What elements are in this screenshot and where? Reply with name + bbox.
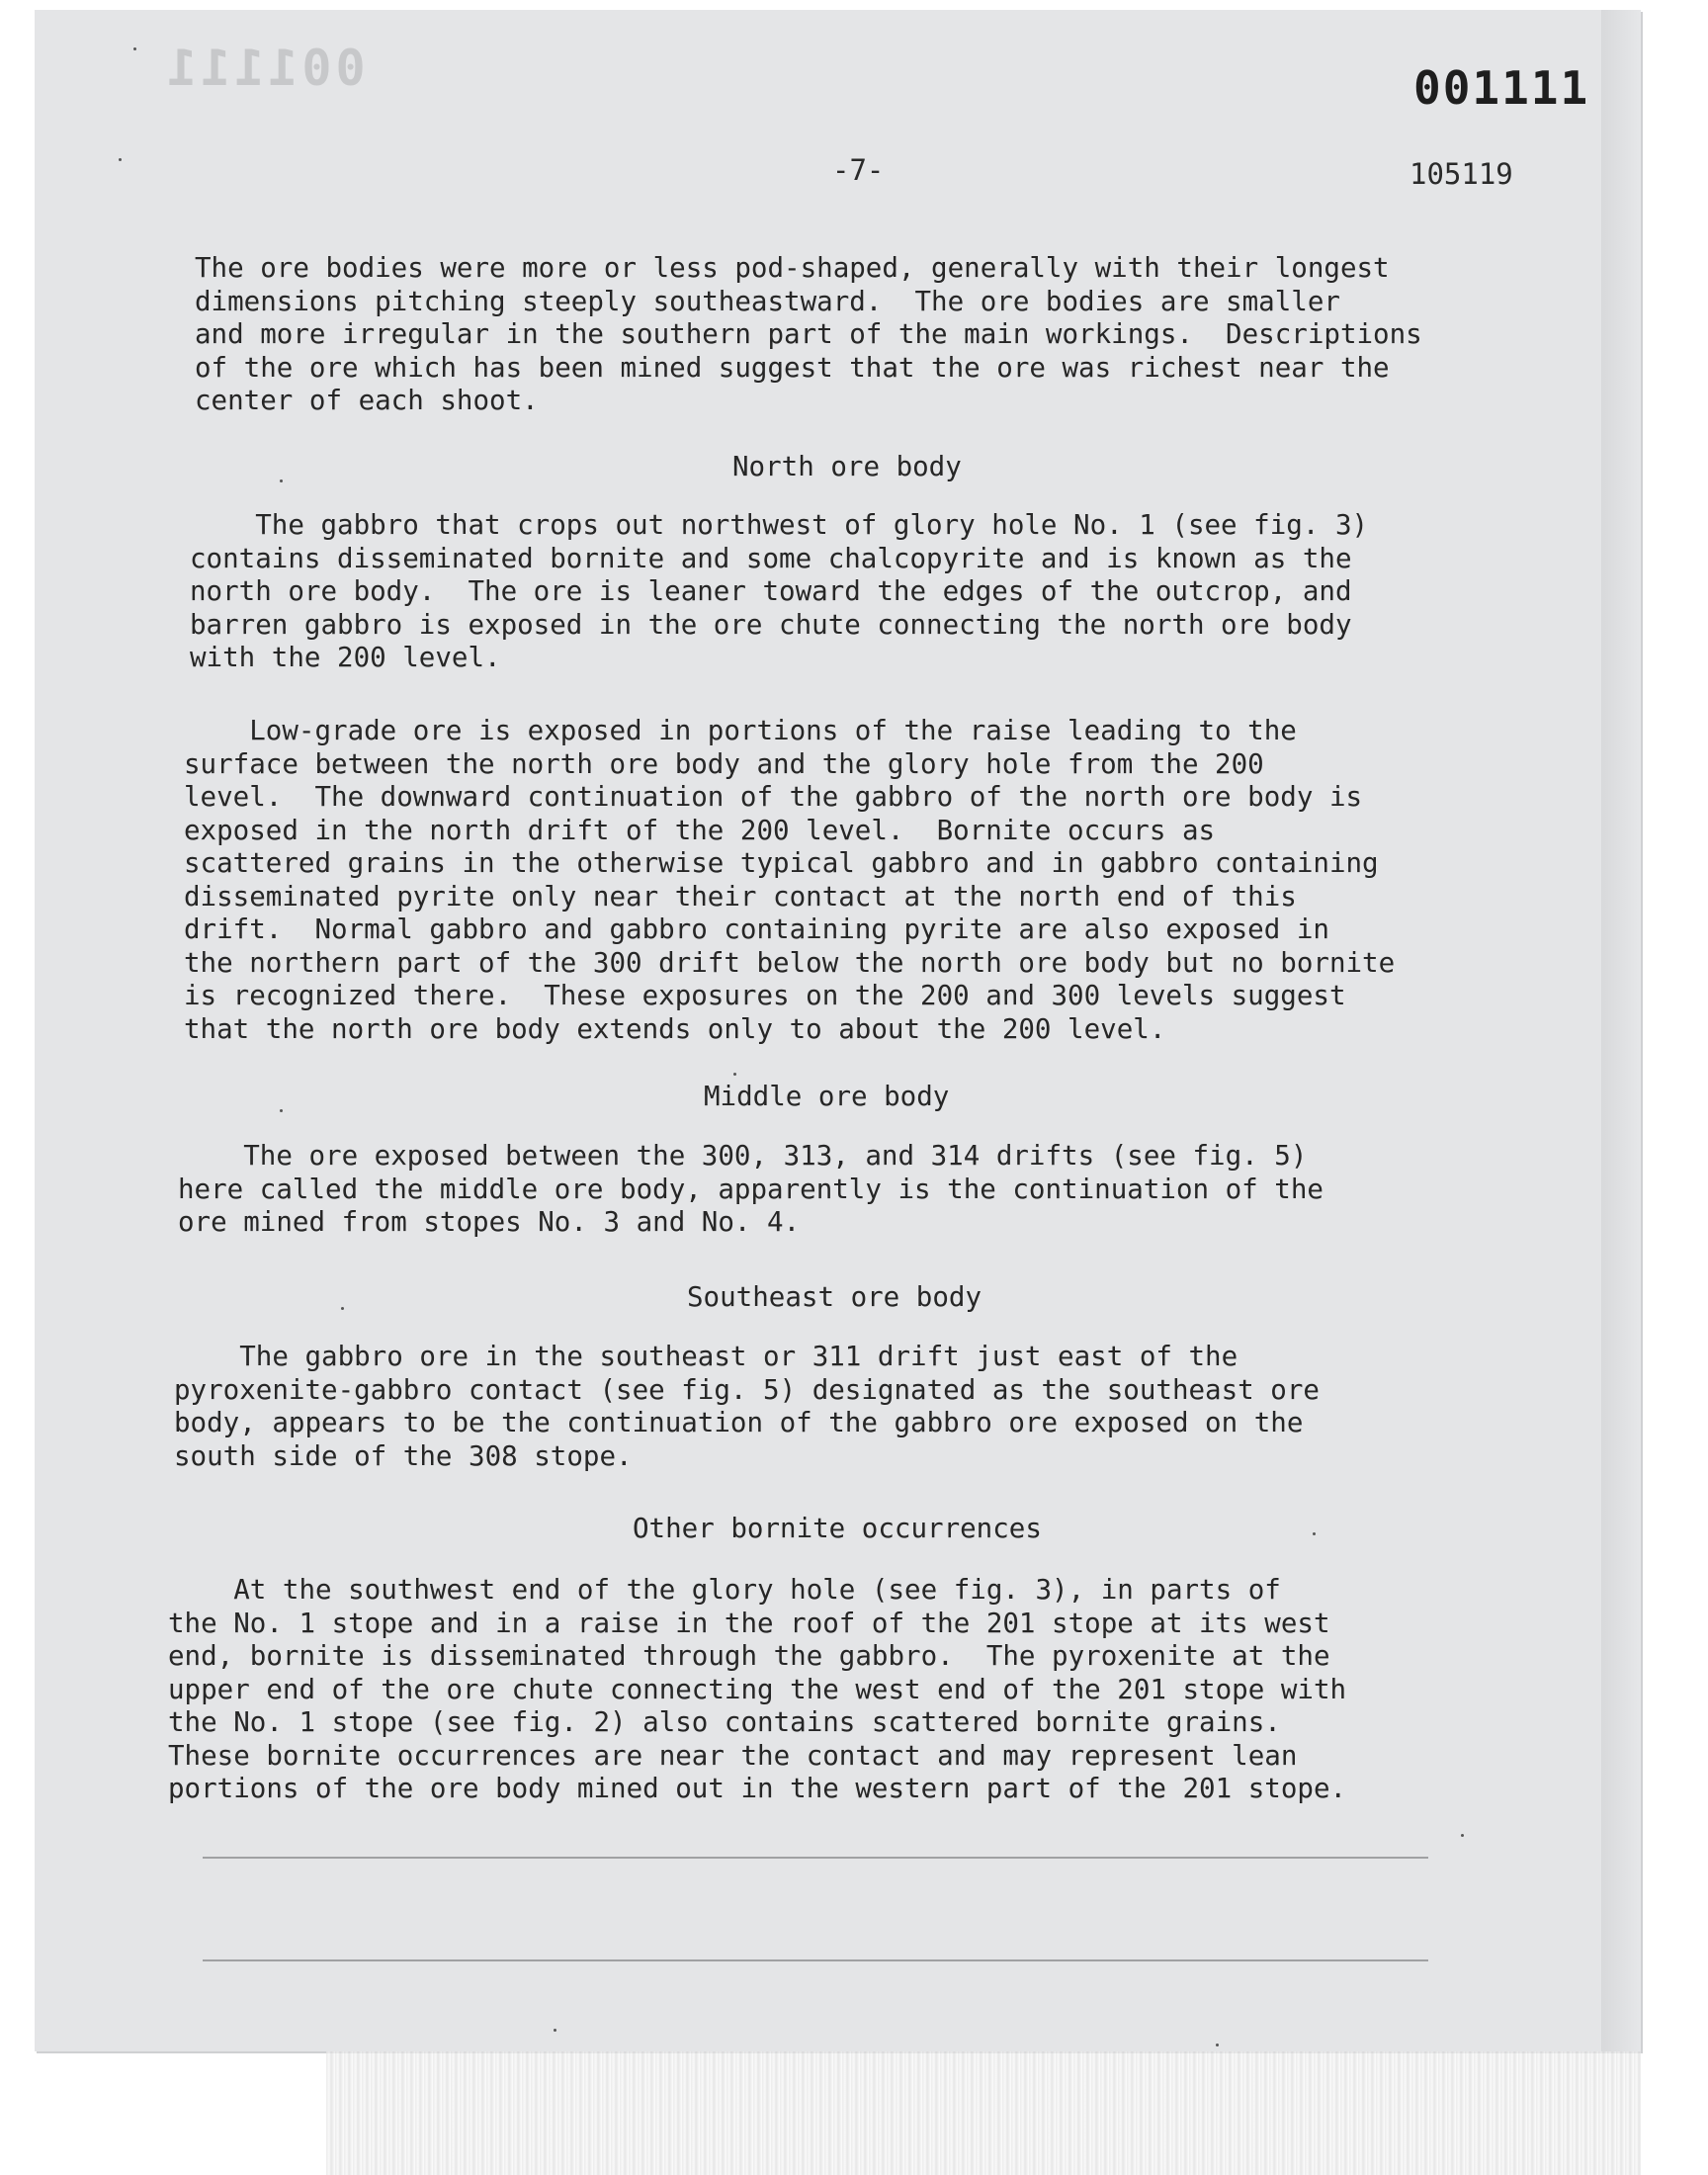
scan-speck [1461,1834,1464,1837]
paragraph-southeast-1: The gabbro ore in the southeast or 311 drift just east of the pyroxenite-gabbro contact (see fig. 5) designated as the southeast ore body, appears to be the continuation of the gabbro ore exposed on the south side of the 308 stope. [174,1341,1320,1472]
scan-speck [733,1073,736,1076]
scan-speck [280,479,283,482]
heading-north-ore-body: North ore body [732,451,962,482]
scan-speck [119,158,122,161]
page-number: -7- [832,153,885,187]
scan-speck [554,2029,556,2032]
scan-streaks [326,2051,1641,2175]
heading-middle-ore-body: Middle ore body [704,1081,950,1112]
footnote-rule-bottom [203,1959,1428,1961]
document-id: 105119 [1409,157,1513,191]
scan-speck [280,1109,283,1112]
paragraph-other-1: At the southwest end of the glory hole (see fig. 3), in parts of the No. 1 stope and in a raise in the roof of the 201 stope at its west end, bornite is disseminated through the gabbro. The pyroxenite at the upper end of the ore chute connecting the west end of the 201 stope with the No. 1 stope (see fig. 2) also contains scattered bornite grains. These bornite occurrences are near the contact and may represent lean portions of the ore body mined out in the western part of the 201 stope. [168,1574,1347,1804]
paragraph-north-2: Low-grade ore is exposed in portions of the raise leading to the surface between the north ore body and the glory hole from the 200 level. The downward continuation of the gabbro of the north ore body is exposed in the north drift of the 200 level. Bornite occurs as scattered grains in the otherwise typical gabbro and in gabbro containing disseminated pyrite only near their contact at the north end of this drift. Normal gabbro and gabbro containing pyrite are also exposed in the northern part of the 300 drift below the north ore body but no bornite is recognized there. These exposures on the 200 and 300 levels suggest that the north ore body extends only to about the 200 level. [184,715,1396,1045]
intro-paragraph: The ore bodies were more or less pod-shaped, generally with their longest dimensions pitching steeply southeastward. The ore bodies are smaller and more irregular in the southern part of the main workings. Descriptions of the ore which has been mined suggest that the ore was richest near the center of each shoot. [195,252,1422,416]
page-edge-shadow [1601,10,1641,2051]
document-stamp-number: 001111 [1413,61,1590,115]
scan-speck [1313,1532,1316,1535]
heading-southeast-ore-body: Southeast ore body [687,1281,982,1313]
scan-speck [341,1307,344,1310]
footnote-rule-top [203,1857,1428,1859]
heading-other-bornite-occurrences: Other bornite occurrences [633,1513,1042,1544]
paragraph-north-1: The gabbro that crops out northwest of glory hole No. 1 (see fig. 3) contains disseminated bornite and some chalcopyrite and is known as the north ore body. The ore is leaner toward the edges of the outcrop, and barren gabbro is exposed in the ore chute connecting the north ore body with the 200 level. [190,509,1369,673]
paragraph-middle-1: The ore exposed between the 300, 313, and 314 drifts (see fig. 5) here called the middle ore body, apparently is the continuation of the ore mined from stopes No. 3 and No. 4. [178,1140,1324,1238]
bleed-through-stamp: 001111 [163,40,366,97]
scan-speck [1216,2044,1219,2046]
scan-speck [133,47,136,50]
